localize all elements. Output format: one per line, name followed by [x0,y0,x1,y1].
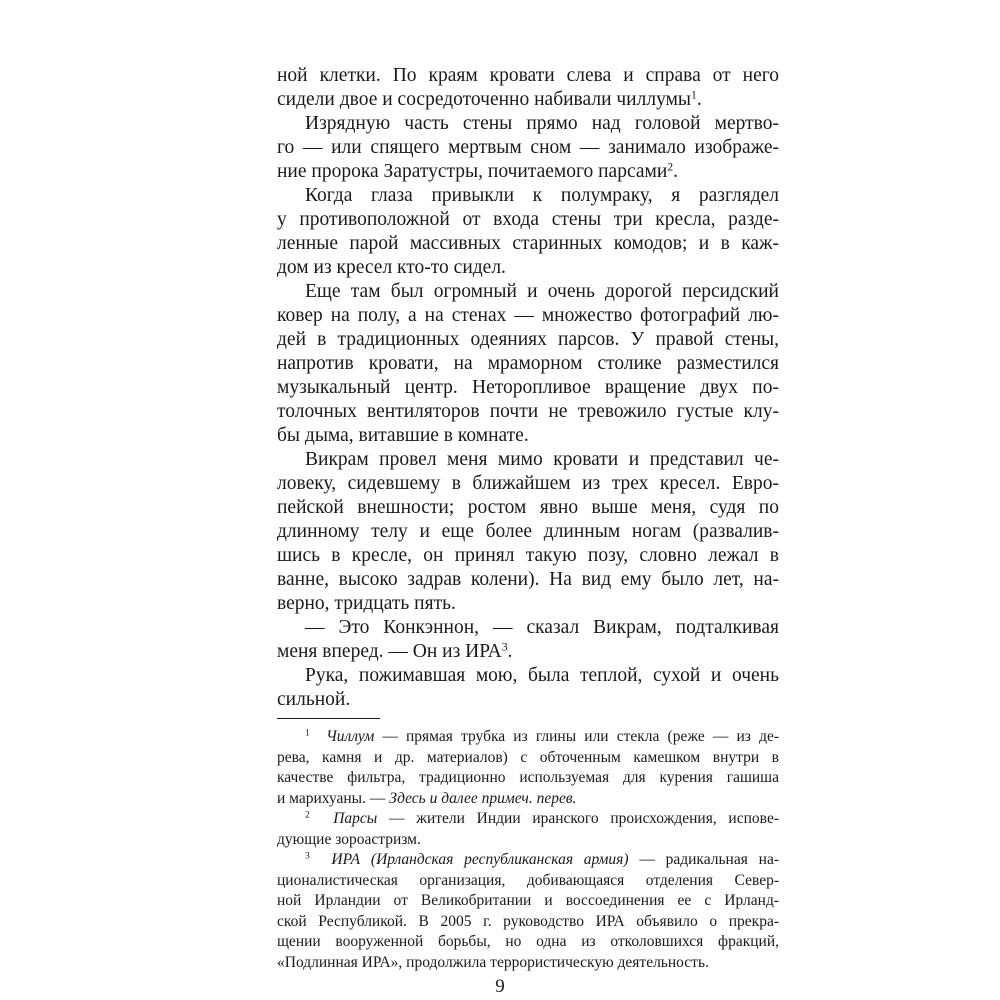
text-line: го — или спящего мертвым сном — занимало изображе- [277,137,779,158]
footnote-line [277,850,779,871]
text-span: ние пророка Заратустры, почитаемого парсами [277,161,668,182]
footnote-line: дующие зороастризм. [277,830,421,848]
text-line: ленные парой массивных старинных комодов; и в каж- [277,233,779,254]
text-line: толочных вентиляторов почти не тревожило густые клу- [277,401,779,422]
text-line: Викрам провел меня мимо кровати и представил че- [305,449,779,470]
footnote-line: ской Республикой. В 2005 г. руководство ИРА объявило о прекра- [277,912,779,930]
text-span: . [673,161,679,182]
text-line: шись в кресле, он принял такую позу, словно лежал в [277,545,779,566]
text-line: дом из кресел кто-то сидел. [277,257,506,278]
footnote-ref[interactable]: 3 [501,640,508,654]
text-line: Еще там был огромный и очень дорогой персидский [305,281,779,302]
text-line: ванне, высоко задрав колени). На вид ему было лет, на- [277,569,779,590]
text-span: . [507,641,513,662]
footnote-line: «Подлинная ИРА», продолжила террористическую деятельность. [277,953,709,971]
page-number: 9 [495,976,505,997]
footnote-line: ной Ирландии от Великобритании и воссоединения ее с Ирланд- [277,892,779,909]
text-line: Когда глаза привыкли к полумраку, я разглядел [305,185,779,206]
text-line [277,640,779,664]
text-line: бы дыма, витавшие в комнате. [277,425,529,446]
text-line: у противоположной от входа стены три кресла, разде- [277,209,779,230]
text-line: дей в традиционных одеяниях парсов. У правой стены, [277,329,779,350]
text-span: сидели двое и сосредоточенно набивали чиллумы [277,89,692,110]
footnote-text: и марихуаны. — [277,789,390,807]
text-line: ковер на полу, а на стенах — множество фотографий лю- [277,305,779,326]
footnote-mark: 3 [305,850,310,862]
footnote-line: щении вооруженной борьбы, но одна из отколовшихся фракций, [277,933,779,950]
translator-note: Здесь и далее примеч. перев. [389,789,577,807]
text-line: Изрядную часть стены прямо над головой мертво- [305,113,779,134]
footnote-ref[interactable]: 1 [691,88,697,102]
text-line: ловеку, сидевшему в ближайшем из трех кресел. Евро- [277,473,779,494]
text-line [277,88,779,112]
footnote-separator [277,718,380,719]
text-line: длинному телу и еще более длинным ногам (развалив- [277,521,779,542]
text-line: — Это Конкэннон, — сказал Викрам, подталкивая [305,617,779,638]
footnote-mark: 2 [305,809,310,821]
text-line: ной клетки. По краям кровати слева и справа от него [277,65,779,86]
text-line: напротив кровати, на мраморном столике разместился [277,353,779,374]
text-span: . [696,89,702,110]
footnote-line [277,789,779,810]
text-line: верно, тридцать пять. [277,593,456,614]
footnote-term: Чиллум [326,728,375,745]
text-line: пейской внешности; ростом явно выше меня, судя по [277,497,779,518]
footnote-line: ционалистическая организация, добивающаяся отделения Север- [277,871,779,889]
footnote-line: рева, камня и др. материалов) с обточенным камешком внутри в [277,748,779,766]
footnote-line: качестве фильтра, традиционно используемая для курения гашиша [277,769,779,786]
footnote-term: ИРА (Ирландская республиканская армия) [331,851,629,868]
footnote-term: Парсы [333,810,378,827]
footnote-text: — радикальная на- [628,851,779,868]
text-span: меня вперед. — Он из ИРА [277,641,502,662]
footnote-line [277,809,779,830]
footnote-ref[interactable]: 2 [667,160,674,174]
text-line [277,160,779,184]
text-line: музыкальный центр. Неторопливое вращение двух по- [277,377,779,398]
footnote-text: — прямая трубка из глины или стекла (реже — из де- [374,728,779,745]
text-line: Рука, пожимавшая мою, была теплой, сухой и очень [305,665,779,686]
footnote-line [277,727,779,748]
text-line: сильной. [277,689,351,710]
footnote-text: — жители Индии иранского происхождения, исповe- [377,810,780,827]
footnote-mark: 1 [305,727,310,739]
